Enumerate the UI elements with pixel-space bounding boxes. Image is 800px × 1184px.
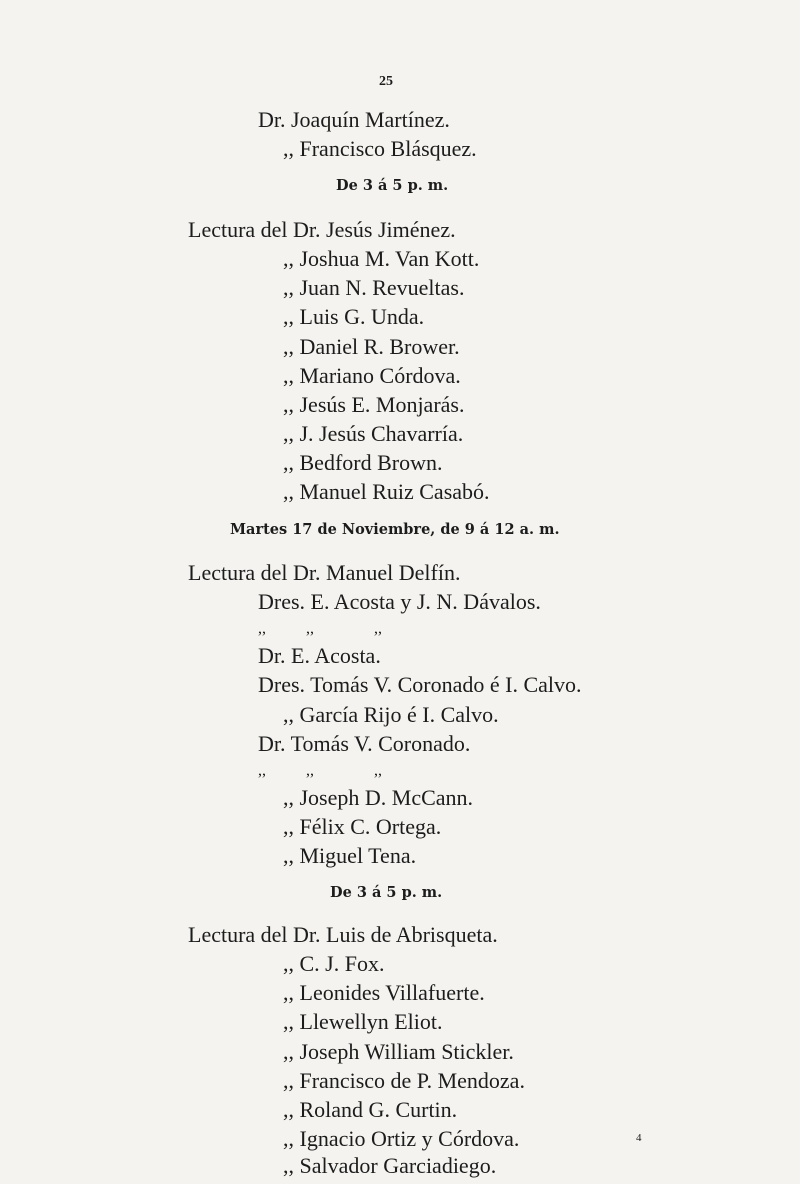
section3-line: ,, Salvador Garciadiego. — [283, 1152, 497, 1178]
section2-line: Dr. E. Acosta. — [258, 643, 381, 669]
section3-line: ,, Llewellyn Eliot. — [283, 1009, 443, 1035]
section3-line: ,, Roland G. Curtin. — [283, 1096, 458, 1122]
section2-line: Dr. Tomás V. Coronado. — [258, 730, 471, 756]
section1-line: ,, Mariano Córdova. — [283, 362, 461, 388]
section2-line: ,, Joseph D. McCann. — [283, 784, 474, 810]
section1-line: ,, Luis G. Unda. — [283, 304, 425, 330]
ditto-row: ,, ,, ,, — [258, 761, 382, 779]
top-line-1: Dr. Joaquín Martínez. — [258, 106, 450, 132]
section3-line: ,, Leonides Villafuerte. — [283, 980, 485, 1006]
section1-line: ,, Bedford Brown. — [283, 449, 443, 475]
section3-line: ,, Joseph William Stickler. — [283, 1038, 514, 1064]
section2-line: Dres. E. Acosta y J. N. Dávalos. — [258, 589, 541, 615]
section2-line: Lectura del Dr. Manuel Delfín. — [188, 560, 461, 586]
section1-line: ,, Joshua M. Van Kott. — [283, 246, 480, 272]
section3-line: ,, Francisco de P. Mendoza. — [283, 1067, 525, 1093]
section2-line: ,, Félix C. Ortega. — [283, 813, 442, 839]
section1-line: ,, Juan N. Revueltas. — [283, 275, 465, 301]
section1-line: ,, Daniel R. Brower. — [283, 333, 460, 359]
section1-line: ,, Manuel Ruiz Casabó. — [283, 478, 490, 504]
section1-line: ,, Jesús E. Monjarás. — [283, 391, 465, 417]
section2-line: ,, García Rijo é I. Calvo. — [283, 701, 499, 727]
section1-heading: De 3 á 5 p. m. — [336, 176, 449, 194]
section1-line: ,, J. Jesús Chavarría. — [283, 420, 464, 446]
top-line-2: ,, Francisco Blásquez. — [283, 135, 477, 161]
section2-line: Dres. Tomás V. Coronado é I. Calvo. — [258, 672, 582, 698]
section3-line: ,, Ignacio Ortiz y Córdova. — [283, 1125, 520, 1151]
signature-mark: 4 — [636, 1131, 642, 1144]
section2-line: ,, Miguel Tena. — [283, 842, 417, 868]
section2-heading: Martes 17 de Noviembre, de 9 á 12 a. m. — [230, 521, 560, 539]
section3-heading: De 3 á 5 p. m. — [330, 883, 443, 901]
section3-line: ,, C. J. Fox. — [283, 951, 385, 977]
section3-line: Lectura del Dr. Luis de Abrisqueta. — [188, 922, 498, 948]
ditto-row: ,, ,, ,, — [258, 620, 382, 638]
section1-line: Lectura del Dr. Jesús Jiménez. — [188, 217, 456, 243]
page-number: 25 — [379, 74, 393, 89]
